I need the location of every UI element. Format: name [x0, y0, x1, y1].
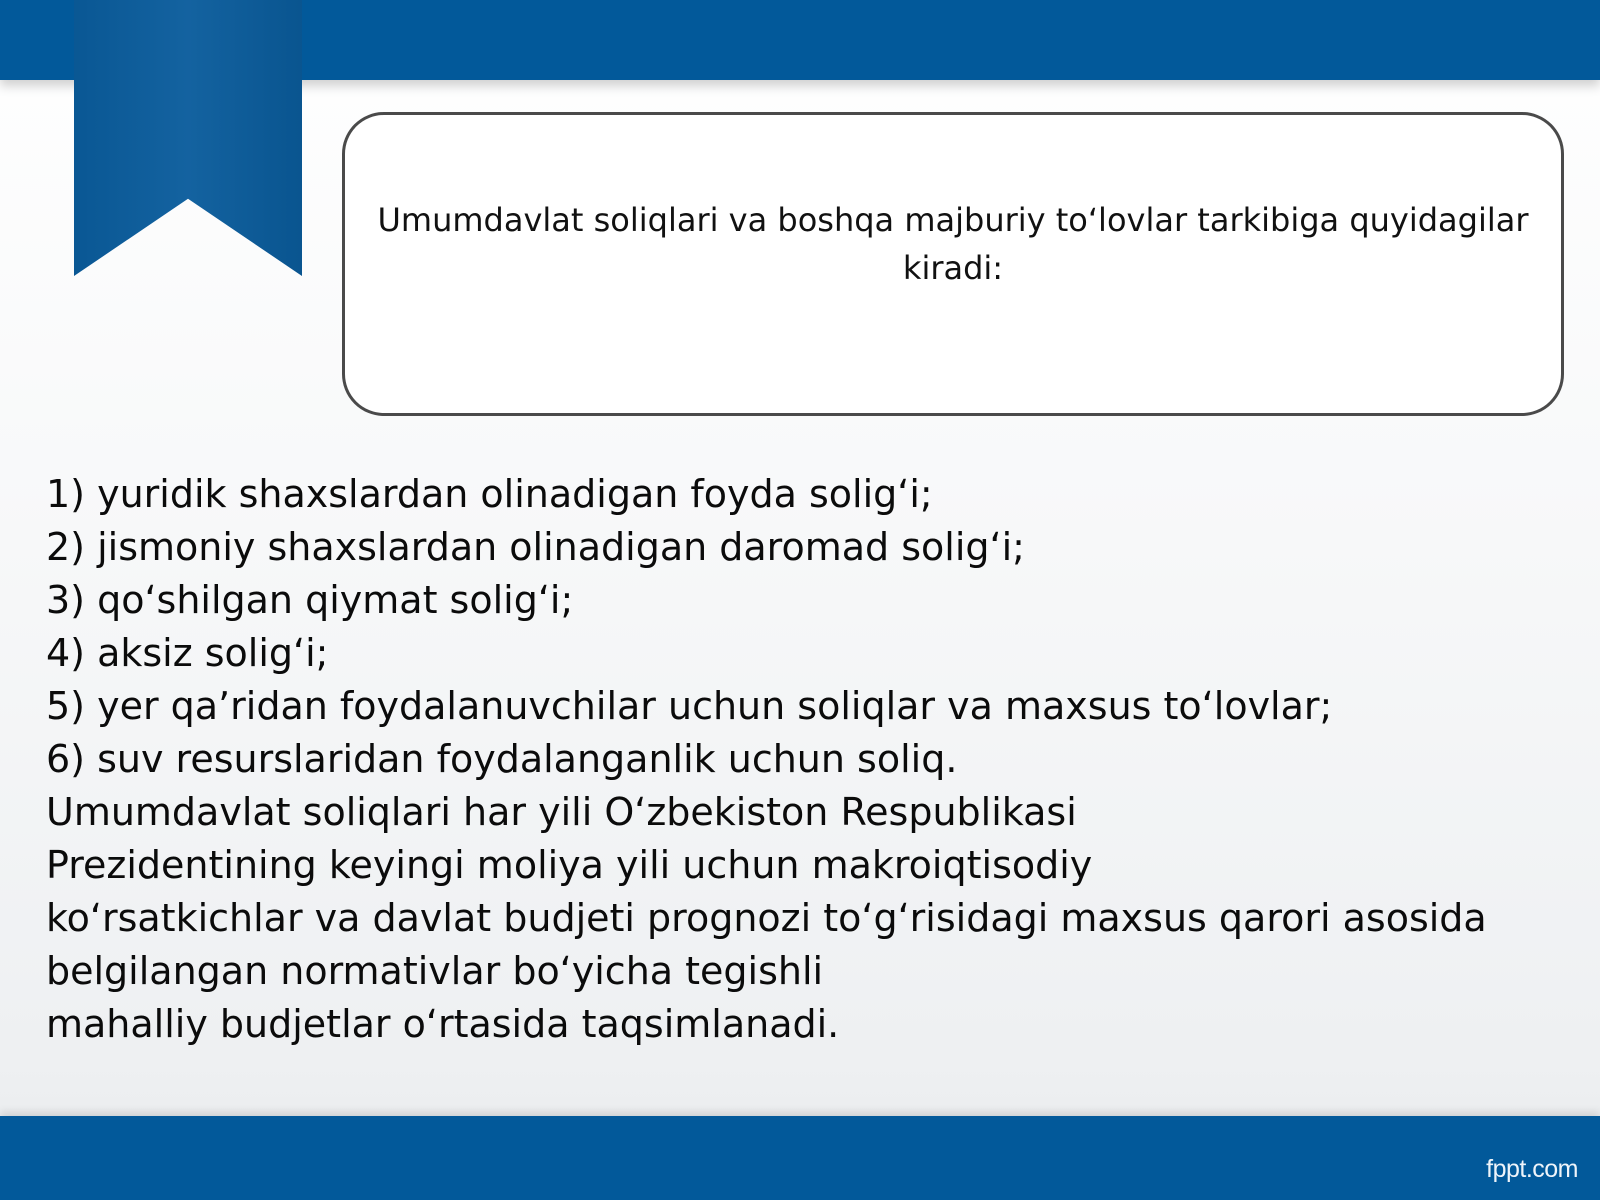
paragraph-line: Prezidentining keyingi moliya yili uchun makroiqtisodiy	[46, 843, 1093, 887]
paragraph-line: mahalliy budjetlar o‘rtasida taqsimlanadi.	[46, 1002, 840, 1046]
paragraph-line: Umumdavlat soliqlari har yili O‘zbekiston Respublikasi	[46, 790, 1077, 834]
slide-body	[46, 468, 1526, 1051]
title-box	[342, 112, 1564, 416]
slide-title: Umumdavlat soliqlari va boshqa majburiy to‘lovlar tarkibiga quyidagilar kiradi:	[377, 201, 1529, 287]
watermark: fppt.com	[1486, 1155, 1578, 1183]
list-item: 3) qo‘shilgan qiymat solig‘i;	[46, 578, 574, 622]
footer-bar	[0, 1116, 1600, 1200]
list-item: 2) jismoniy shaxslardan olinadigan daromad solig‘i;	[46, 525, 1025, 569]
list-item: 5) yer qa’ridan foydalanuvchilar uchun soliqlar va maxsus to‘lovlar;	[46, 684, 1333, 728]
paragraph-line: ko‘rsatkichlar va davlat budjeti prognozi to‘g‘risidagi maxsus qarori asosida	[46, 896, 1487, 940]
list-item: 1) yuridik shaxslardan olinadigan foyda solig‘i;	[46, 472, 933, 516]
list-item: 6) suv resurslaridan foydalanganlik uchun soliq.	[46, 737, 958, 781]
paragraph-line: belgilangan normativlar bo‘yicha tegishli	[46, 949, 824, 993]
bookmark-ribbon-shading	[74, 0, 302, 276]
list-item: 4) aksiz solig‘i;	[46, 631, 329, 675]
